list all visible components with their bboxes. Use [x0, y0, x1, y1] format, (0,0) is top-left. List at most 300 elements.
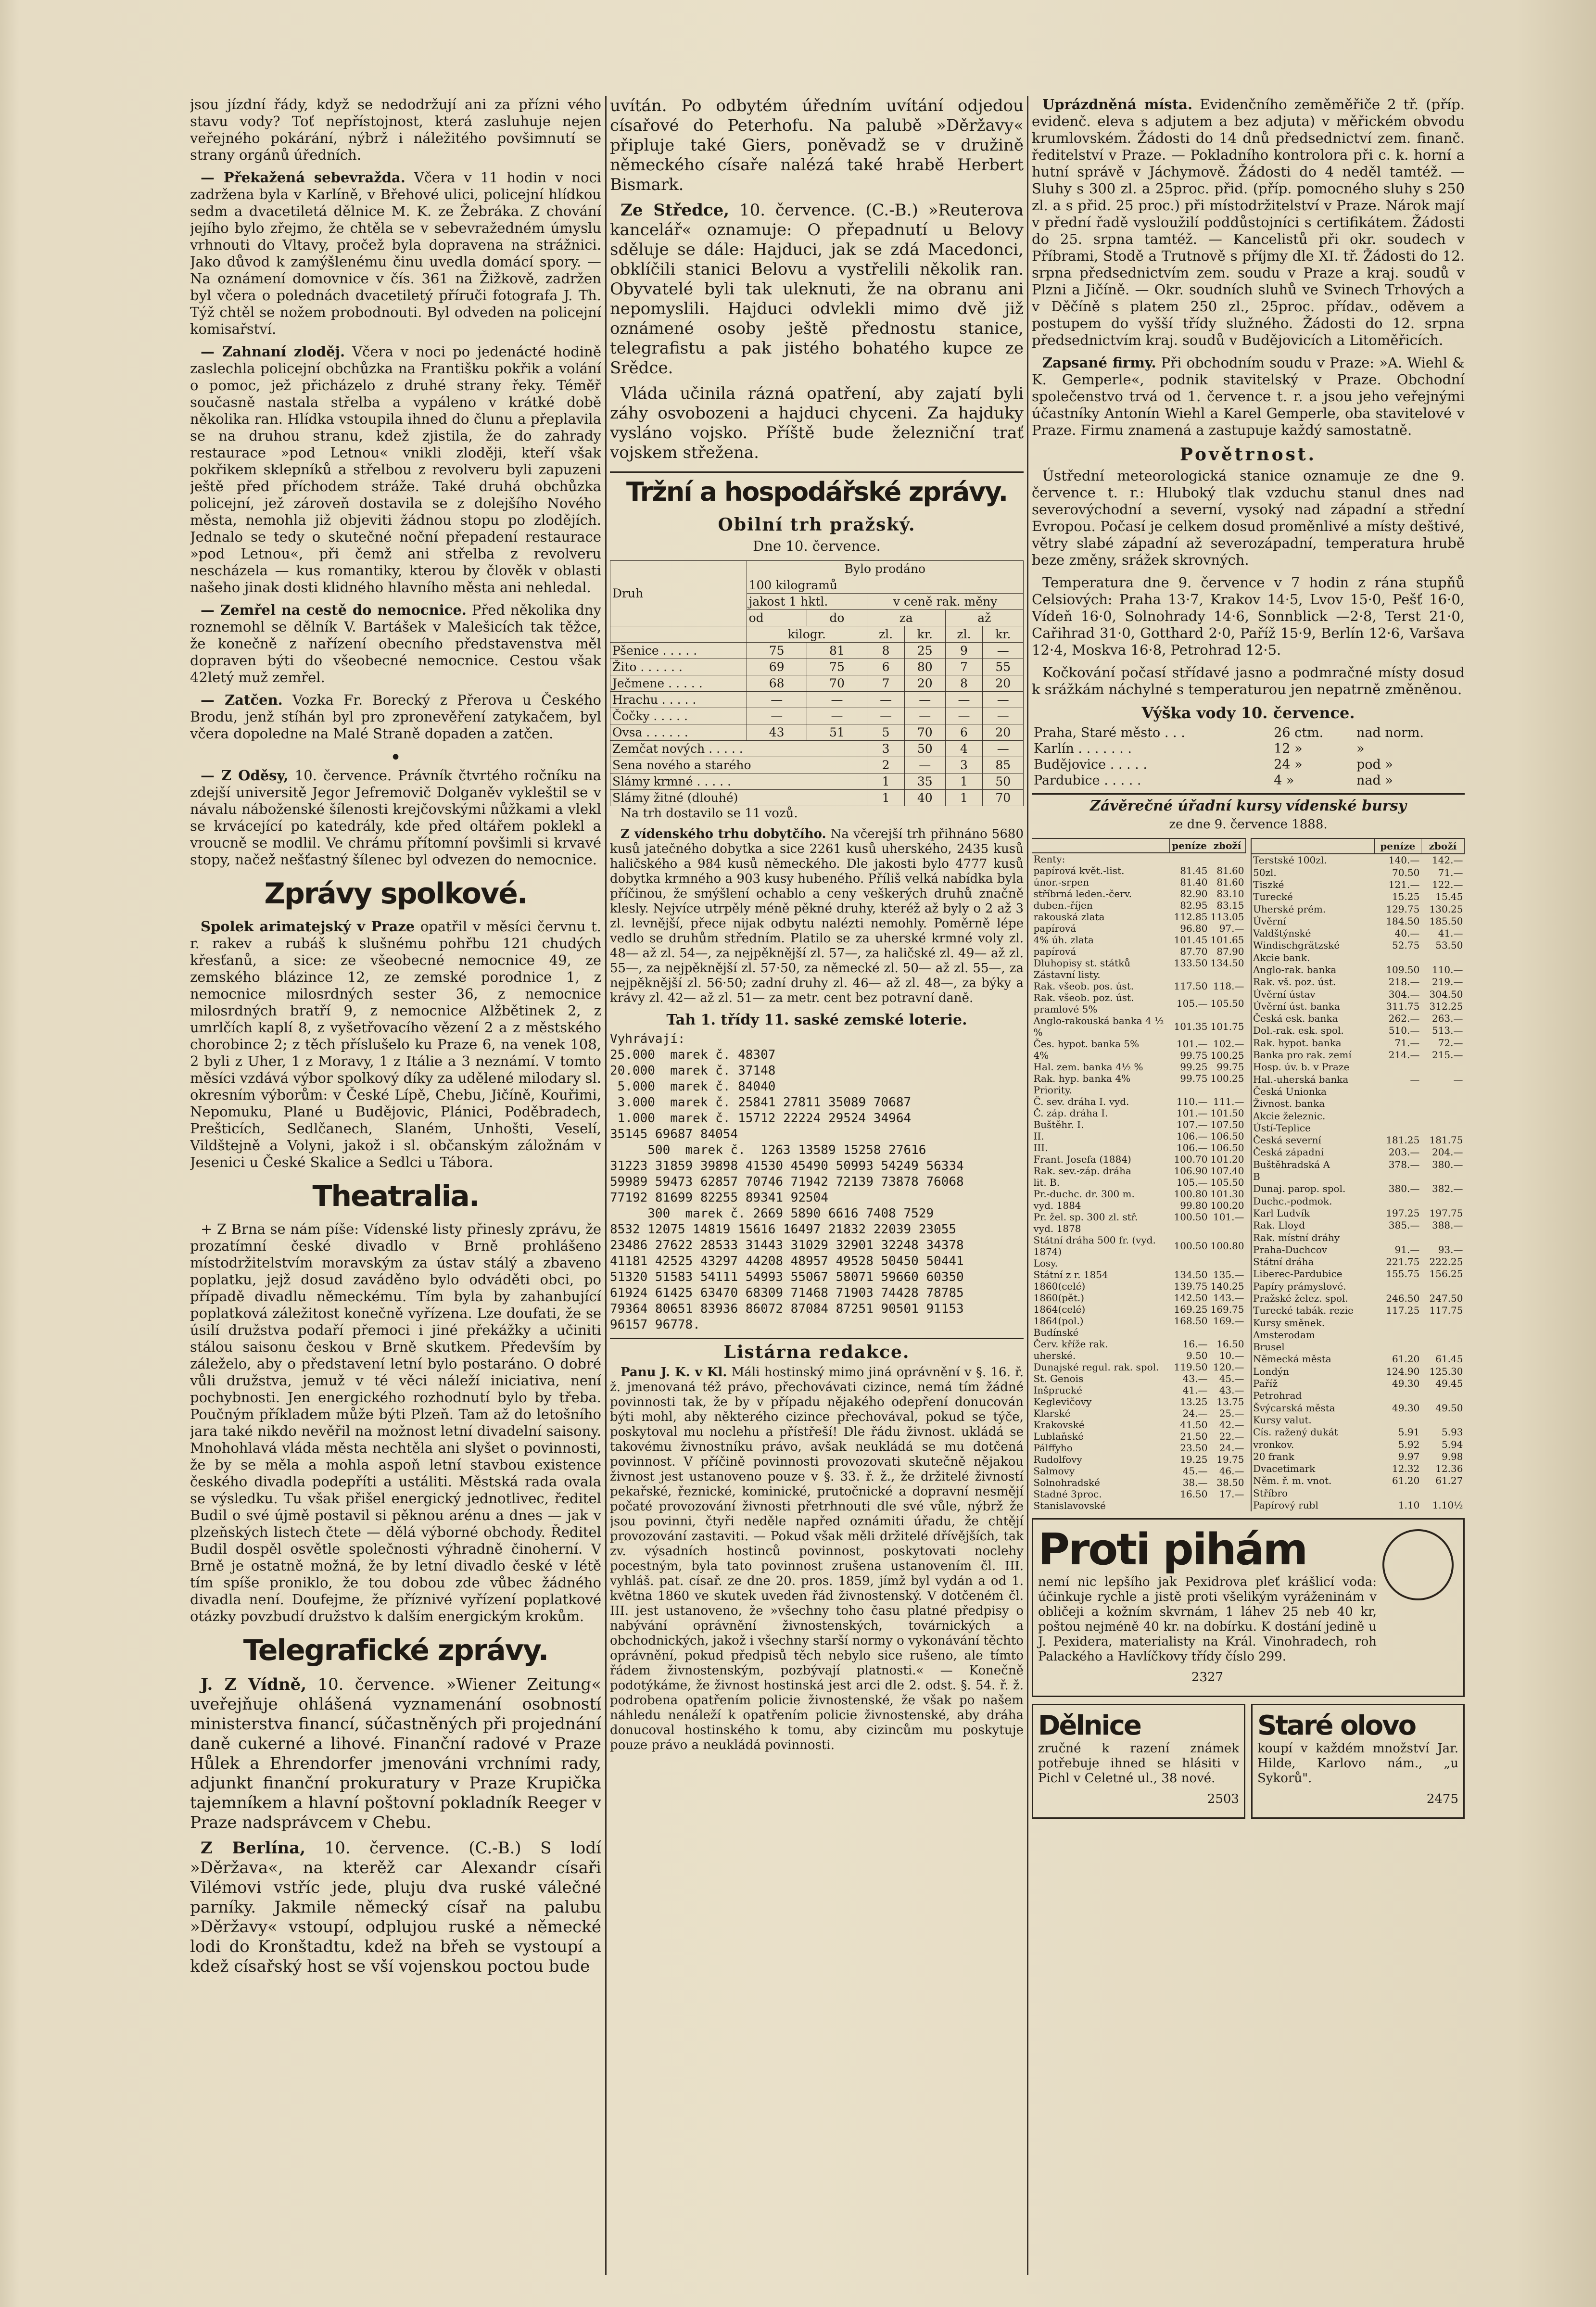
kursy-tables: [1032, 838, 1465, 1511]
table-cell: 102.—: [1213, 1038, 1244, 1050]
table-cell: 304.50: [1429, 988, 1463, 1000]
date-line: Dne 10. července.: [753, 538, 881, 554]
table-cell: 1: [867, 790, 905, 806]
table-row: [1032, 1050, 1246, 1061]
table-row: [1032, 757, 1465, 773]
table-cell: Živnost. banka: [1253, 1098, 1325, 1110]
table-cell: pod »: [1356, 757, 1393, 772]
table-cell: Pardubice . . . . .: [1034, 773, 1141, 788]
table-cell: 101.20: [1210, 1154, 1244, 1165]
table-row: [1032, 1477, 1246, 1488]
table-cell: B: [1253, 1171, 1260, 1183]
table-cell: Úvěrní: [1253, 915, 1286, 927]
table-cell: rakouská zlata: [1033, 911, 1105, 923]
table-row: [1251, 1207, 1465, 1219]
table-cell: 81.40: [1180, 876, 1208, 888]
table-cell: Č. záp. dráha I.: [1033, 1107, 1108, 1119]
table-row: [1032, 1361, 1246, 1373]
table-cell: 168.50: [1174, 1315, 1208, 1327]
table-cell: Č. sev. dráha I. vyd.: [1033, 1096, 1129, 1107]
table-cell: 203.—: [1388, 1146, 1420, 1158]
lottery-line: 61924 61425 63470 68309 71468 71903 74428 78785: [610, 1286, 964, 1300]
table-cell: 4% úh. zlata: [1033, 934, 1094, 946]
table-row: [1251, 963, 1465, 976]
table-cell: 101.—: [1176, 1107, 1208, 1119]
table-cell: 99.80: [1180, 1200, 1208, 1211]
table-row: [1032, 1500, 1246, 1511]
table-cell: 100.20: [1210, 1200, 1244, 1211]
table-cell: 42.—: [1219, 1419, 1244, 1431]
table-cell: [1170, 1084, 1209, 1096]
table-cell: —: [905, 757, 945, 773]
table-cell: —: [807, 692, 867, 708]
table-cell: Česká Unionka: [1253, 1085, 1327, 1097]
table-header: kr.: [905, 626, 945, 643]
ad-text: nemí nic lepšího jak Pexidrova pleť krášlicí voda: účinkuje rychle a jistě proti všelikým vyráženinám v obličeji a kožním skvrnám, 1 láhev 25 neb 40 kr, poštou nejméně 40 kr. na dobírku. K dostání jedině u J. Pexidera, materialisty na Král. Vinohradech, roh Palackého a Havlíčkovy třídy číslo 299.: [1038, 1575, 1377, 1664]
table-cell: 510.—: [1388, 1025, 1420, 1037]
table-cell: 110.—: [1176, 1096, 1208, 1107]
subheading: Obilní trh pražský.: [718, 515, 916, 535]
table-cell: 41.50: [1180, 1419, 1208, 1431]
lottery-line: 25.000 marek č. 48307: [610, 1048, 776, 1062]
table-row: [1251, 1122, 1465, 1134]
table-cell: [1421, 1061, 1464, 1073]
lottery-line: 35145 69687 84054: [610, 1127, 738, 1141]
table-cell: —: [983, 692, 1024, 708]
table-cell: 99.25: [1180, 1061, 1208, 1073]
table-row: [1251, 1487, 1465, 1499]
table-cell: Amsterodam: [1253, 1329, 1315, 1341]
table-cell: 24.—: [1182, 1407, 1208, 1419]
table-row: [1032, 1234, 1246, 1257]
news-item: Zapsané firmy. Při obchodním soudu v Praze: »A. Wiehl & K. Gemperle«, podnik stavitelský v Praze. Obchodní společenstvo trvá od 1. července t. r. a jsou jeho veřejnými účastníky Antonín Wiehl a Karel Gemperle, oba stavitelové v Praze. Firmu znamená a zastupuje každý samostatně.: [1032, 355, 1465, 438]
table-cell: Brusel: [1253, 1341, 1285, 1353]
table-cell: stříbrná leden.-červ.: [1033, 888, 1132, 900]
table-cell: 5.94: [1441, 1438, 1463, 1450]
table-cell: 61.20: [1392, 1475, 1420, 1487]
table-cell: 49.30: [1392, 1402, 1420, 1414]
ad-number: 2475: [1426, 1792, 1458, 1806]
table-cell: 156.25: [1429, 1268, 1463, 1280]
table-cell: 15.45: [1435, 891, 1463, 903]
table-cell: [1421, 1414, 1464, 1426]
intro-text: jsou jízdní řády, když se nedodržují ani za přízni vého stavu vody? Toť nepřístojnost, která zasluhuje nejen veřejného pokárání, nýbrž i náležitého povšimnutí se strany orgánů úředních.: [190, 96, 601, 163]
table-cell: Buštěhradská A: [1253, 1158, 1330, 1170]
table-row: [1032, 741, 1465, 757]
table-cell: Losy.: [1033, 1257, 1058, 1269]
table-header: jakost 1 hktl.: [747, 594, 867, 610]
table-cell: 6: [867, 659, 905, 675]
table-cell: uherské.: [1033, 1350, 1076, 1361]
ad-proti-piham: [1032, 1518, 1465, 1697]
table-cell: Hosp. úv. b. v Praze: [1253, 1061, 1350, 1073]
table-cell: 45.—: [1182, 1465, 1208, 1477]
ad-number: 2327: [1191, 1670, 1224, 1685]
table-cell: Hal. zem. banka 4½ %: [1033, 1061, 1143, 1073]
table-cell: 169.—: [1213, 1315, 1244, 1327]
table-row: [1251, 939, 1465, 951]
table-row: [1032, 992, 1246, 1015]
table-cell: 50: [905, 741, 945, 757]
table-cell: 8: [945, 675, 983, 692]
table-header: za: [867, 610, 945, 626]
table-row: [610, 659, 1024, 675]
table-cell: Rak. sev.-záp. dráha: [1033, 1165, 1131, 1177]
table-cell: 105.50: [1210, 998, 1244, 1009]
table-cell: —: [867, 692, 905, 708]
section-heading: Theatralia.: [312, 1179, 479, 1213]
table-row: [1032, 1384, 1246, 1396]
table-cell: [1374, 1231, 1421, 1243]
table-cell: Dunaj. parop. spol.: [1253, 1183, 1346, 1195]
column-rule: [605, 96, 607, 2275]
table-row: [1032, 853, 1246, 865]
table-cell: 184.50: [1386, 915, 1420, 927]
table-cell: 38.—: [1182, 1477, 1208, 1488]
table-cell: 7: [867, 675, 905, 692]
table-cell: Pražské želez. spol.: [1253, 1293, 1348, 1304]
table-cell: 43: [747, 724, 807, 741]
table-cell: 45.—: [1219, 1373, 1244, 1384]
table-row: [1032, 934, 1246, 946]
table-cell: 19.25: [1180, 1454, 1208, 1465]
table-cell: Rak. hypot. banka: [1253, 1037, 1342, 1049]
table-row: [1251, 903, 1465, 915]
table-cell: [1421, 951, 1464, 963]
table-cell: Anglo-rak. banka: [1253, 963, 1337, 976]
table-cell: Žito . . . . . .: [610, 659, 747, 675]
table-header: v ceně rak. měny: [867, 594, 1024, 610]
table-header: 100 kilogramů: [747, 577, 1023, 594]
table-row: [610, 724, 1024, 741]
table-row: [1251, 1426, 1465, 1438]
table-header: od: [747, 610, 807, 626]
market-note: Na trh dostavilo se 11 vozů.: [621, 806, 798, 821]
table-cell: Akcie bank.: [1253, 951, 1310, 963]
table-row: [1251, 1329, 1465, 1341]
table-cell: 80: [905, 659, 945, 675]
table-cell: 143.—: [1213, 1292, 1244, 1304]
table-cell: —: [905, 692, 945, 708]
table-cell: 101.—: [1213, 1211, 1244, 1223]
table-row: [1251, 878, 1465, 890]
table-row: [1251, 1085, 1465, 1097]
table-cell: Valdštýnské: [1253, 927, 1311, 939]
table-cell: —: [867, 708, 905, 724]
lottery-line: 23486 27622 28533 31443 31029 32901 32248 34378: [610, 1238, 964, 1253]
table-cell: —: [747, 708, 807, 724]
table-cell: 97.—: [1219, 923, 1244, 934]
ads-row: [1032, 1704, 1465, 1825]
ad-olovo: [1251, 1704, 1465, 1819]
table-cell: 105.—: [1176, 998, 1208, 1009]
table-cell: 109.50: [1386, 963, 1420, 976]
table-cell: [1421, 1110, 1464, 1122]
table-cell: —: [747, 692, 807, 708]
table-cell: 5.93: [1441, 1426, 1463, 1438]
table-cell: papírová: [1033, 946, 1077, 957]
table-row: [1032, 1407, 1246, 1419]
table-cell: 204.—: [1431, 1146, 1463, 1158]
table-cell: 52.75: [1392, 939, 1420, 951]
column-rule: [1027, 96, 1028, 2275]
table-cell: 13.75: [1216, 1396, 1244, 1407]
table-cell: 142.50: [1174, 1292, 1208, 1304]
table-cell: 61.45: [1435, 1353, 1463, 1365]
table-cell: 185.50: [1429, 915, 1463, 927]
table-cell: »: [1356, 741, 1365, 756]
table-cell: Česká severní: [1253, 1134, 1321, 1146]
table-row: [610, 773, 1024, 790]
table-cell: —: [945, 708, 983, 724]
table-cell: Ústí-Teplice: [1253, 1122, 1311, 1134]
table-row: [1251, 1341, 1465, 1353]
table-cell: Papírový rubl: [1253, 1499, 1318, 1511]
table-cell: 10.—: [1219, 1350, 1244, 1361]
table-row: [1251, 1438, 1465, 1450]
table-cell: 75: [807, 659, 867, 675]
table-cell: [1374, 1098, 1421, 1110]
table-cell: —: [807, 708, 867, 724]
table-cell: 1.10: [1398, 1499, 1420, 1511]
table-cell: [1374, 1085, 1421, 1097]
table-cell: —: [945, 692, 983, 708]
table-row: [1251, 1000, 1465, 1012]
table-cell: [1374, 1487, 1421, 1499]
table-row: [1032, 957, 1246, 969]
table-cell: 6: [945, 724, 983, 741]
news-item: Ústřední meteorologická stanice oznamuje ze dne 9. července t. r.: Hluboký tlak vzduchu stanul dnes nad severovýchodní a severní, vysoký nad západní a střední Evropou. Počasí je celkem dosud proměnlivé a místy deštivé, větry slabé západní až severozápadní, temperatura hrubě beze změny, srážek skrovných.: [1032, 468, 1465, 568]
table-cell: [1209, 1327, 1246, 1338]
table-cell: 72.—: [1438, 1037, 1463, 1049]
table-row: [1032, 1038, 1246, 1050]
table-cell: [1421, 1487, 1464, 1499]
table-cell: Londýn: [1253, 1365, 1290, 1377]
table-cell: [1374, 1122, 1421, 1134]
section-heading: Telegrafické zprávy.: [243, 1634, 548, 1667]
table-cell: 222.25: [1429, 1256, 1463, 1268]
table-cell: 133.50: [1174, 957, 1208, 969]
table-cell: Tiszké: [1253, 878, 1284, 890]
table-row: [1032, 911, 1246, 923]
table-row: [1032, 1084, 1246, 1096]
table-cell: 35: [905, 773, 945, 790]
table-row: [1251, 1110, 1465, 1122]
table-cell: Státní dráha: [1253, 1256, 1314, 1268]
table-cell: Lublaňské: [1033, 1431, 1084, 1442]
table-row: [1032, 1315, 1246, 1327]
table-cell: 122.—: [1431, 878, 1463, 890]
table-row: [1032, 1454, 1246, 1465]
table-cell: 61.20: [1392, 1353, 1420, 1365]
table-cell: Rak. hyp. banka 4%: [1033, 1073, 1131, 1084]
table-cell: vronkov.: [1253, 1438, 1294, 1450]
table-cell: —: [983, 708, 1024, 724]
table-cell: St. Genois: [1033, 1373, 1084, 1384]
table-cell: [1421, 1390, 1464, 1402]
table-cell: 119.50: [1174, 1361, 1208, 1373]
table-cell: 382.—: [1431, 1183, 1463, 1195]
table-cell: 117.75: [1429, 1305, 1463, 1317]
table-cell: 40: [905, 790, 945, 806]
lottery-line: 8532 12075 14819 15616 16497 21832 22039 23055: [610, 1222, 957, 1237]
table-cell: Dvacetimark: [1253, 1463, 1316, 1475]
table-cell: 41.—: [1438, 927, 1463, 939]
table-cell: Česká esk. banka: [1253, 1013, 1338, 1025]
table-cell: [1374, 951, 1421, 963]
table-cell: Karlín . . . . . . .: [1034, 741, 1132, 756]
table-cell: [1421, 1280, 1464, 1292]
table-cell: III.: [1033, 1142, 1048, 1154]
table-cell: 139.75: [1174, 1280, 1208, 1292]
table-row: [1251, 1292, 1465, 1304]
separator: •: [390, 747, 402, 769]
table-cell: Frant. Josefa (1884): [1033, 1154, 1131, 1165]
table-cell: Německá města: [1253, 1353, 1331, 1365]
table-row: [1032, 773, 1465, 788]
table-cell: 169.75: [1210, 1304, 1244, 1315]
table-cell: duben.-říjen: [1033, 900, 1093, 911]
table-cell: 263.—: [1431, 1013, 1463, 1025]
table-cell: 380.—: [1388, 1183, 1420, 1195]
table-cell: 38.50: [1216, 1477, 1244, 1488]
table-cell: 106.—: [1176, 1142, 1208, 1154]
table-row: [1032, 1257, 1246, 1269]
table-cell: II.: [1033, 1130, 1044, 1142]
table-cell: Rak. Lloyd: [1253, 1219, 1305, 1231]
table-cell: Windischgrätzské: [1253, 939, 1340, 951]
table-cell: 100.80: [1210, 1240, 1244, 1252]
table-cell: 197.75: [1429, 1207, 1463, 1219]
table-cell: 215.—: [1431, 1049, 1463, 1061]
table-cell: 12.36: [1435, 1463, 1463, 1475]
table-cell: 87.90: [1216, 946, 1244, 957]
table-cell: 111.—: [1213, 1096, 1244, 1107]
table-row: [1251, 988, 1465, 1000]
table-cell: Stadné 3proc.: [1033, 1488, 1102, 1500]
table-cell: lit. B.: [1033, 1177, 1060, 1188]
news-item: J. Z Vídně, 10. července. »Wiener Zeitung« uveřejňuje ohlášená vyznamenání osobností ministerstva financí, súčastněných při projednání daně cukerné a lihové. Finanční radové v Praze Hůlek a Ehrendorfer jmenováni vrchními rady, adjunkt finanční prokuratury v Praze Krupička tajemníkem a hlavní poštovní pokladník Reeger v Praze nadsprávcem v Chebu.: [190, 1675, 601, 1832]
table-row: [1251, 1134, 1465, 1146]
table-row: [1032, 1061, 1246, 1073]
table-cell: 16.50: [1180, 1488, 1208, 1500]
news-item: — Zatčen. Vozka Fr. Borecký z Přerova u Českého Brodu, jenž stíhán byl pro zpronevěření zatykačem, byl včera dopoledne na Malé Straně dopaden a zatčen.: [190, 692, 601, 742]
subheading: Výška vody 10. července.: [1141, 704, 1355, 722]
table-cell: 99.75: [1216, 1061, 1244, 1073]
table-cell: 513.—: [1431, 1025, 1463, 1037]
table-cell: [1421, 1317, 1464, 1329]
table-cell: 15.25: [1392, 891, 1420, 903]
table-cell: [1209, 1500, 1246, 1511]
table-row: [1032, 1292, 1246, 1304]
table-cell: 169.25: [1174, 1304, 1208, 1315]
table-cell: 221.75: [1386, 1256, 1420, 1268]
table-cell: Liberec-Pardubice: [1253, 1268, 1343, 1280]
table-cell: 9.50: [1186, 1350, 1208, 1361]
table-cell: 12.32: [1392, 1463, 1420, 1475]
table-cell: 68: [747, 675, 807, 692]
table-cell: 53.50: [1435, 939, 1463, 951]
table-cell: 17.—: [1219, 1488, 1244, 1500]
table-cell: 100.80: [1174, 1188, 1208, 1200]
table-row: [1032, 1327, 1246, 1338]
table-row: [1251, 1049, 1465, 1061]
table-cell: —: [1410, 1073, 1420, 1085]
lottery-intro: Vyhrávají:: [610, 1032, 685, 1046]
table-cell: Praha-Duchcov: [1253, 1243, 1328, 1255]
section-heading: Zprávy spolkové.: [264, 877, 527, 911]
table-cell: Klarské: [1033, 1407, 1071, 1419]
lottery-line: 500 marek č. 1263 13589 15258 27616: [610, 1143, 926, 1157]
table-cell: 218.—: [1388, 976, 1420, 988]
table-cell: Dluhopisy st. státků: [1033, 957, 1131, 969]
table-cell: Ovsa . . . . . .: [610, 724, 747, 741]
table-row: [1251, 927, 1465, 939]
table-cell: [1170, 1327, 1209, 1338]
table-cell: 106.50: [1210, 1130, 1244, 1142]
table-row: [1032, 1119, 1246, 1130]
table-row: [610, 790, 1024, 806]
table-row: [1251, 1061, 1465, 1073]
table-cell: 130.25: [1429, 903, 1463, 915]
table-row: [1251, 1183, 1465, 1195]
table-cell: Budínské: [1033, 1327, 1079, 1338]
table-cell: Terstské 100zl.: [1253, 854, 1327, 866]
table-cell: Rak. všeob. poz. úst. pramlové 5%: [1033, 992, 1134, 1015]
table-cell: 100.25: [1210, 1050, 1244, 1061]
table-cell: Banka pro rak. zemí: [1253, 1049, 1352, 1061]
table-cell: 121.—: [1388, 878, 1420, 890]
table-cell: 69: [747, 659, 807, 675]
table-cell: 134.50: [1174, 1269, 1208, 1280]
table-cell: 50: [983, 773, 1024, 790]
table-row: [1251, 1499, 1465, 1511]
table-cell: 70: [983, 790, 1024, 806]
table-cell: 155.75: [1386, 1268, 1420, 1280]
table-cell: Pálffyho: [1033, 1442, 1073, 1454]
table-row: [1251, 1450, 1465, 1462]
table-cell: 3: [867, 741, 905, 757]
table-cell: 4%: [1033, 1050, 1049, 1061]
table-cell: 304.—: [1388, 988, 1420, 1000]
table-row: [610, 675, 1024, 692]
table-row: [1032, 1165, 1246, 1177]
lottery-line: 300 marek č. 2669 5890 6616 7408 7529: [610, 1206, 934, 1221]
table-cell: [1170, 853, 1209, 865]
table-row: [1032, 1396, 1246, 1407]
table-row: [1032, 923, 1246, 934]
table-cell: Duchc.-podmok.: [1253, 1195, 1332, 1207]
news-item: Uprázdněná místa. Evidenčního zeměměřiče 2 tř. (příp. evidenč. eleva s adjutem a bez adjuta) v měřickém obvodu krumlovském. Žádosti do 14 dnů předsednictví zem. finanč. ředitelství v Praze. — Pokladního kontrolora při c. k. horní a hutní správě v Jáchymově. Žádosti do 4 neděl tamtéž. — Sluhy s 300 zl. a 25proc. přid. (příp. pomocného sluhy s 250 zl. a s přid. 25 proc.) při místodržitelství v Praze. Nárok mají v přední řadě vysloužilí poddůstojníci s certifikátem. Žádosti do 25. srpna tamtéž. — Kancelistů při okr. soudech v Příbrami, Stodě a Trutnově s příjmy dle XI. tř. Žádosti do 12. srpna předsednictvím zem. soudu v Praze a kraj. soudů v Plzni a Jičíně. — Okr. soudních sluhů ve Svinech Trhových a v Děčíně s platem 250 zl., 25proc. přídav., oděvem a postupem do vyšší třídy služného. Žádosti do 12. srpna předsednictvím kraj. soudů v Budějovicích a Litoměřicích.: [1032, 96, 1465, 348]
lottery-line: 41181 42525 43297 44208 48957 49528 50450 50441: [610, 1254, 964, 1268]
table-row: [1032, 876, 1246, 888]
table-cell: [1170, 1257, 1209, 1269]
table-row: [1032, 1280, 1246, 1292]
table-cell: —: [905, 708, 945, 724]
news-item: — Zemřel na cestě do nemocnice. Před několika dny roznemohl se dělník V. Bartášek v Malešicích tak těžce, že konečně z nařízení obecního představenstva měl dopraven býti do všeobecné nemocnice. Cestou však 42letý muž zemřel.: [190, 602, 601, 685]
table-row: [1032, 1465, 1246, 1477]
table-cell: Buštěhr. I.: [1033, 1119, 1084, 1130]
table-cell: 81: [807, 643, 867, 659]
table-cell: 70: [905, 724, 945, 741]
table-cell: 101.50: [1210, 1107, 1244, 1119]
table-row: [610, 741, 1024, 757]
table-cell: 142.—: [1431, 854, 1463, 866]
table-row: [1251, 891, 1465, 903]
table-cell: 25.—: [1219, 1407, 1244, 1419]
news-item: + Z Brna se nám píše: Vídenské listy přinesly zprávu, že prozatímní české divadlo v Brně prohlášeno místodržitelstvím moravským za ústav stálý a zbaveno poplatku, jejž dosud zaváděno bylo odváděti obci, po případě divadlu německému. Tím byla by zahanbující poplatková záležitost konečně vyřízena. Lze doufati, že se úsilí družstva podaří přemoci i jiné překážky a učiniti stálou saisonu českou v Brně skutkem. Především by záleželo, aby o představení letní bylo postaráno. O dobré vůli družstva, jemuž v té věci náleží iniciativa, není pochybnosti. Jen energického rozhodnutí bylo by třeba. Poučným příkladem může býti Plzeň. Tam až do letošního jara také nikdo nevěřil na možnost letní divadelní saisony. Mnohohlavá vláda města nechtěla ani slyšet o povinnosti, že by se měla a mohla aspoň letní stavbou existence českého divadla podepříti a ustáliti. Městská rada ovala se výsledku. Tu však přišel energický jednotlivec, ředitel Budil o své újmě postavil si pěknou arénu a dnes — jak v plzeňských listech čtete — dělá výborné obchody. Ředitel Budil dospěl osvětle společnosti výhradně činoherní. V Brně je ostatně možná, že by letní divadlo české v létě tím spíše proniklo, že tou dobou zde vůbec žádného divadla není. Doufejme, že příznivé vyřízení poplatkové otázky povzbudí družstvo k dalším energickým krokům.: [190, 1221, 601, 1624]
lottery-line: 51320 51583 54111 54993 55067 58071 59660 60350: [610, 1270, 964, 1284]
